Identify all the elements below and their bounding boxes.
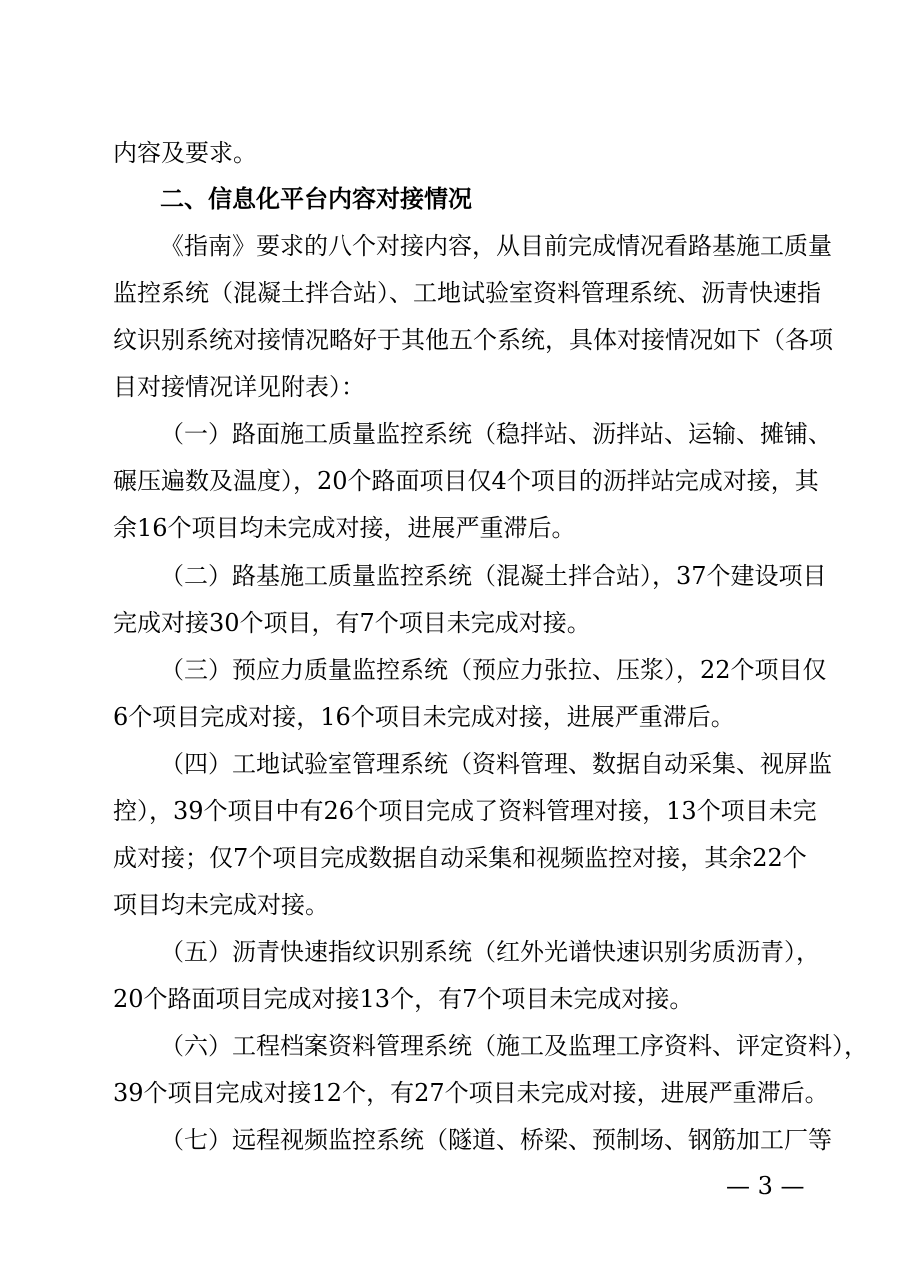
text-line: 控），39个项目中有26个项目完成了资料管理对接，13个项目未完 <box>113 797 817 825</box>
section-heading: 二、信息化平台内容对接情况 <box>160 185 472 213</box>
text-line: 成对接；仅7个项目完成数据自动采集和视频监控对接，其余22个 <box>113 844 807 872</box>
text-line: 监控系统（混凝土拌合站）、工地试验室资料管理系统、沥青快速指 <box>113 279 821 307</box>
text-line: 《指南》要求的八个对接内容，从目前完成情况看路基施工质量 <box>160 232 832 260</box>
text-line: （六）工程档案资料管理系统（施工及监理工序资料、评定资料）， <box>160 1032 868 1060</box>
text-line: （二）路基施工质量监控系统（混凝土拌合站），37个建设项目 <box>160 562 827 590</box>
text-line: （三）预应力质量监控系统（预应力张拉、压浆），22个项目仅 <box>160 656 827 684</box>
text-line: 余16个项目均未完成对接，进展严重滞后。 <box>113 514 576 542</box>
text-line: 20个路面项目完成对接13个，有7个项目未完成对接。 <box>113 985 694 1013</box>
text-line: 目对接情况详见附表）： <box>113 373 365 401</box>
text-line: 6个项目完成对接，16个项目未完成对接，进展严重滞后。 <box>113 703 735 731</box>
text-line: 项目均未完成对接。 <box>113 891 329 919</box>
page-number: — 3 — <box>726 1172 805 1200</box>
text-line: 碾压遍数及温度），20个路面项目仅4个项目的沥拌站完成对接，其 <box>113 467 819 495</box>
text-line: （五）沥青快速指纹识别系统（红外光谱快速识别劣质沥青）， <box>160 938 820 966</box>
text-line: 纹识别系统对接情况略好于其他五个系统，具体对接情况如下（各项 <box>113 326 833 354</box>
text-line: 39个项目完成对接12个，有27个项目未完成对接，进展严重滞后。 <box>113 1079 829 1107</box>
text-line: 完成对接30个项目，有7个项目未完成对接。 <box>113 609 591 637</box>
text-line: （七）远程视频监控系统（隧道、桥梁、预制场、钢筋加工厂等 <box>160 1126 832 1154</box>
text-line: 内容及要求。 <box>113 139 257 167</box>
text-line: （四）工地试验室管理系统（资料管理、数据自动采集、视屏监 <box>160 750 832 778</box>
text-line: （一）路面施工质量监控系统（稳拌站、沥拌站、运输、摊铺、 <box>160 420 832 448</box>
